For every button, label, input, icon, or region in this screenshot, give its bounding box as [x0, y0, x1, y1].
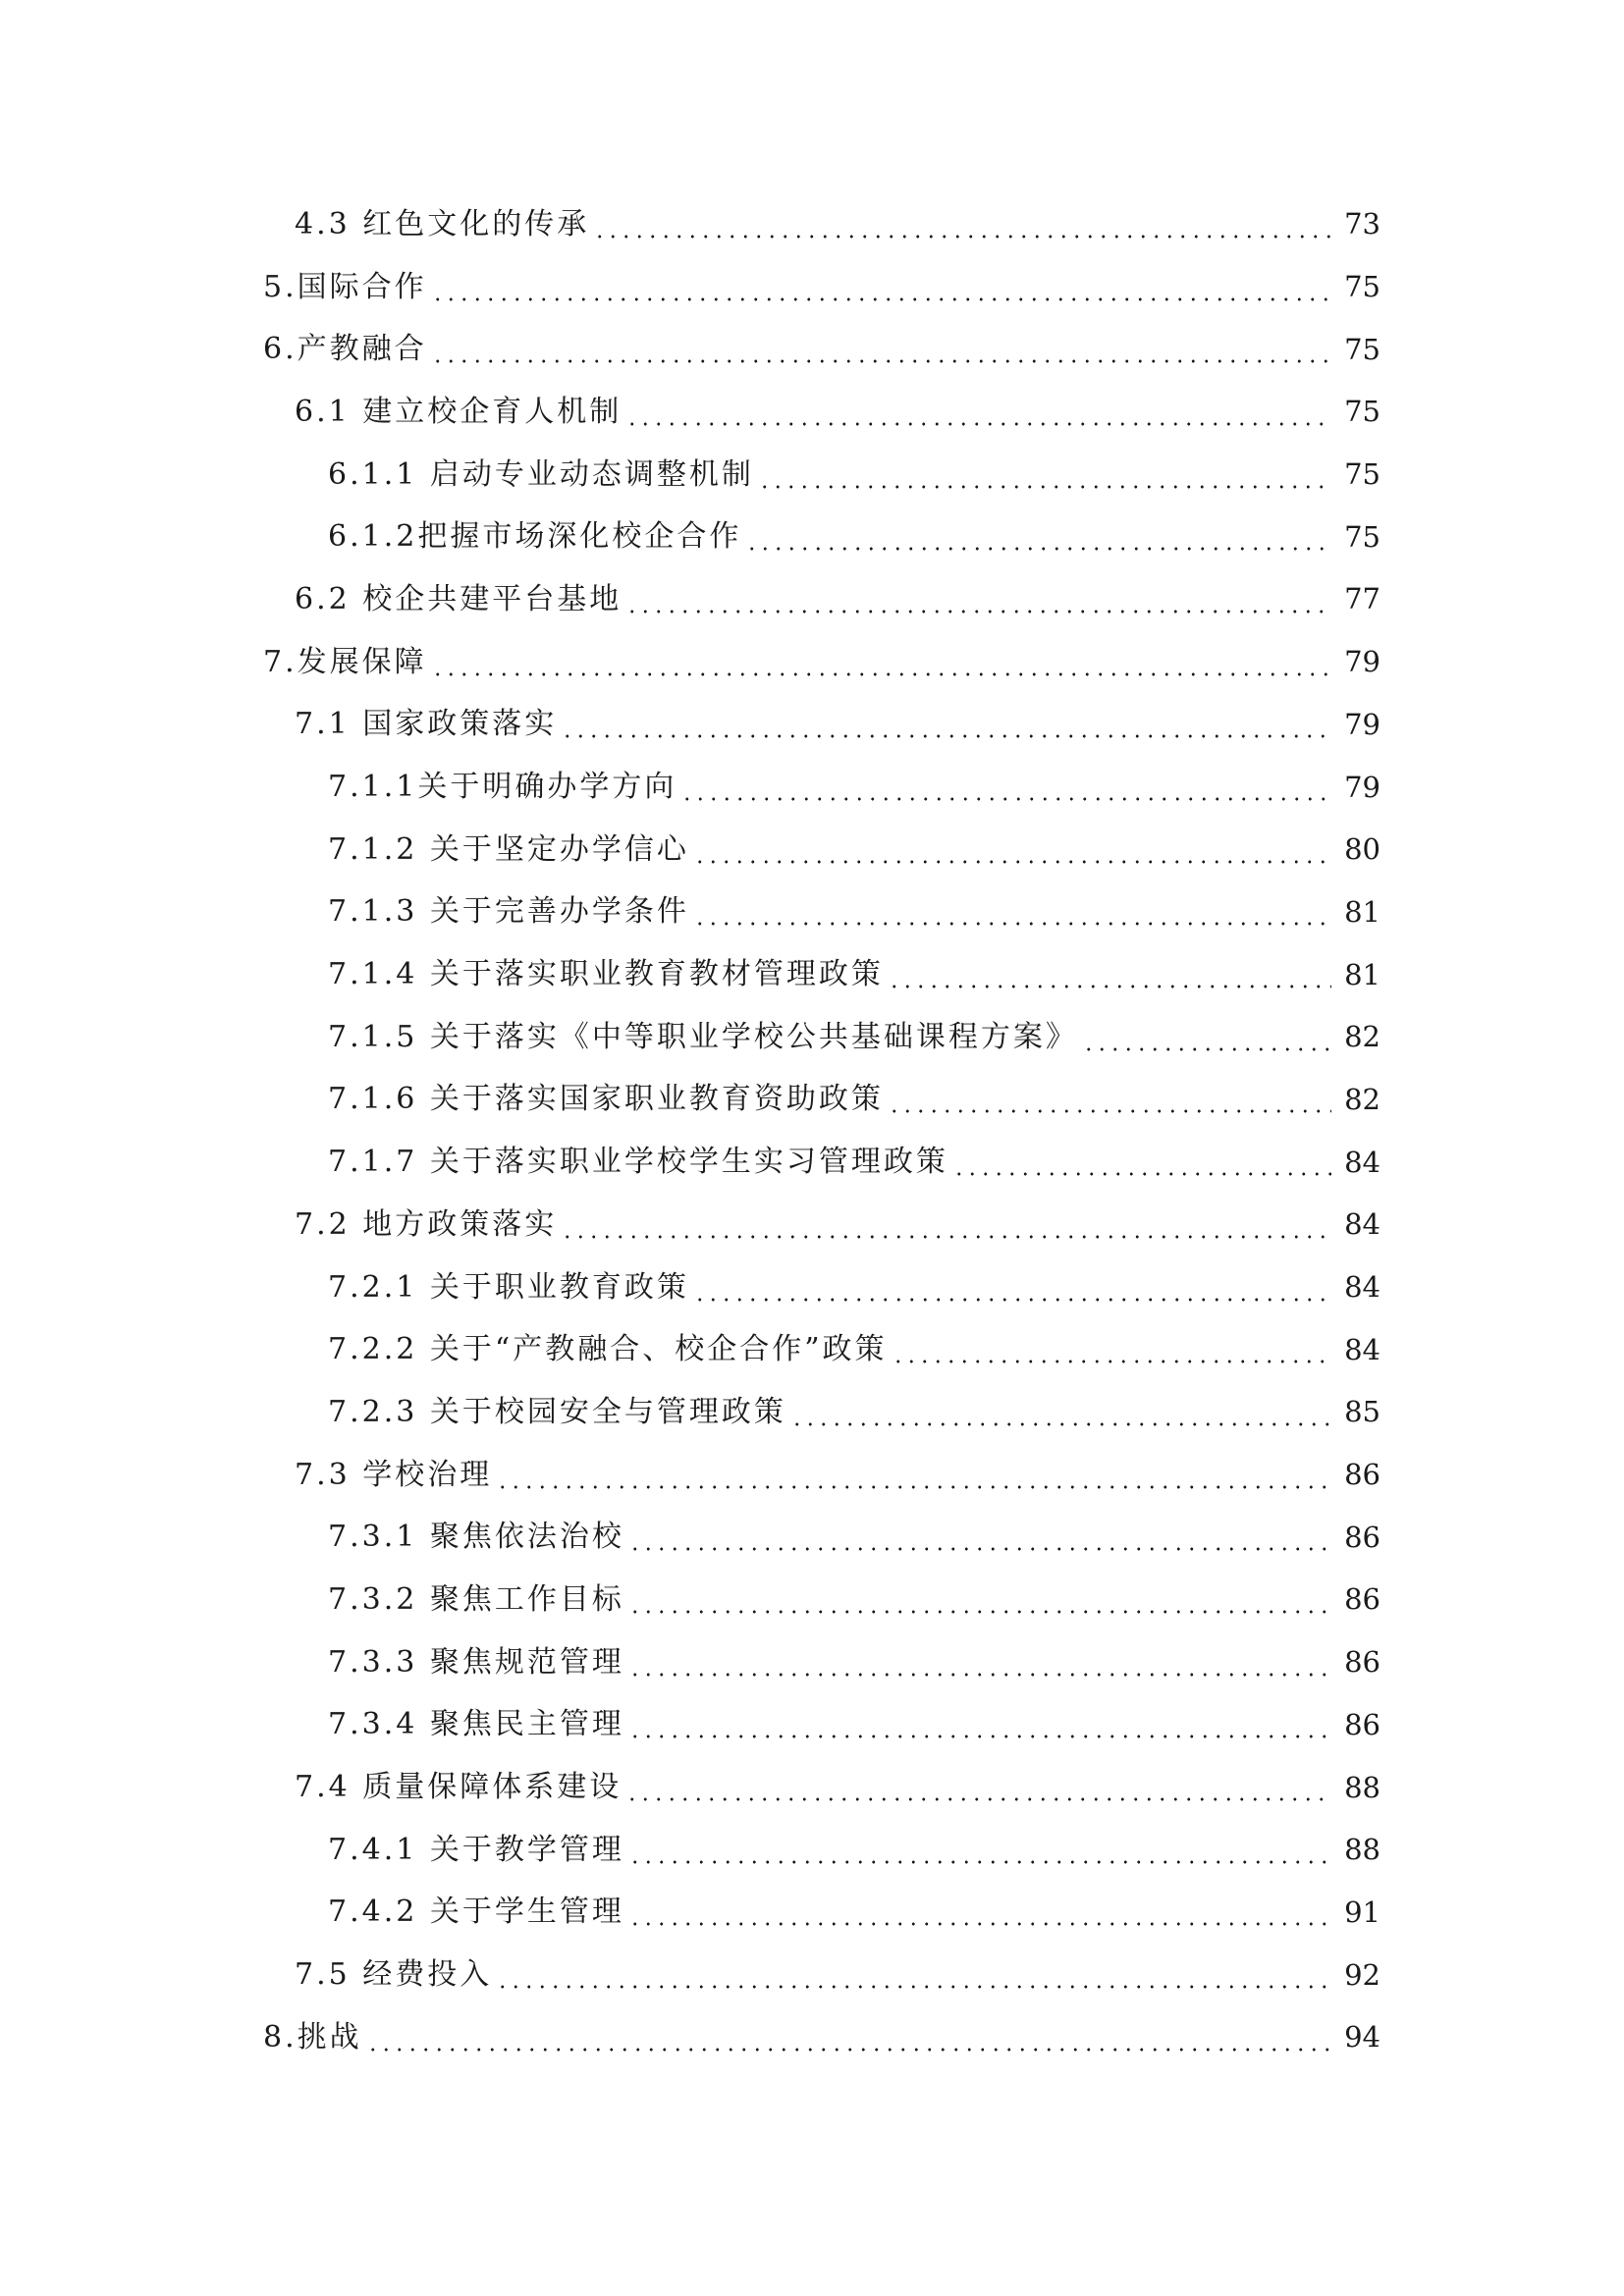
dot-leader [496, 1960, 1331, 1990]
dot-leader [628, 1585, 1331, 1615]
toc-entry-title: 7.1.7 关于落实职业学校学生实习管理政策 [328, 1145, 948, 1180]
toc-entry[interactable] [0, 756, 1624, 819]
toc-entry-title: 7.3.3 聚焦规范管理 [328, 1644, 624, 1680]
dot-leader [628, 1710, 1331, 1739]
dot-leader [625, 398, 1331, 427]
dot-leader [693, 1273, 1331, 1303]
toc-entry[interactable] [0, 1381, 1624, 1444]
toc-page-number: 75 [1344, 332, 1380, 366]
toc-page-number: 82 [1344, 1020, 1380, 1054]
dot-leader [888, 960, 1331, 989]
toc-entry[interactable] [0, 318, 1624, 381]
toc-entry[interactable] [0, 1069, 1624, 1132]
toc-page-number: 79 [1344, 770, 1380, 804]
toc-entry-title: 5.国际合作 [263, 269, 427, 304]
toc-entry-title: 6.2 校企共建平台基地 [295, 581, 623, 616]
toc-page-number: 84 [1344, 1270, 1380, 1305]
toc-entry[interactable] [0, 1756, 1624, 1819]
toc-entry[interactable] [0, 1694, 1624, 1757]
toc-entry-title: 6.产教融合 [263, 332, 427, 367]
toc-entry-title: 7.发展保障 [263, 644, 427, 679]
dot-leader [366, 2023, 1331, 2053]
toc-entry[interactable] [0, 943, 1624, 1006]
toc-entry-title: 7.4.1 关于教学管理 [328, 1832, 624, 1867]
dot-leader [693, 835, 1331, 865]
toc-entry[interactable] [0, 193, 1624, 256]
toc-entry-title: 7.3.4 聚焦民主管理 [328, 1707, 624, 1742]
toc-page-number: 80 [1344, 832, 1380, 867]
dot-leader [561, 710, 1331, 739]
toc-entry[interactable] [0, 1256, 1624, 1319]
toc-entry-title: 7.3.2 聚焦工作目标 [328, 1581, 624, 1617]
toc-entry[interactable] [0, 694, 1624, 757]
toc-entry[interactable] [0, 568, 1624, 631]
toc-entry[interactable] [0, 631, 1624, 694]
toc-entry[interactable] [0, 819, 1624, 881]
toc-entry-title: 7.1.2 关于坚定办学信心 [328, 831, 689, 867]
toc-entry-title: 4.3 红色文化的传承 [295, 206, 590, 241]
dot-leader [561, 1210, 1331, 1240]
dot-leader [892, 1335, 1331, 1364]
toc-page-number: 86 [1344, 1520, 1380, 1554]
toc-entry[interactable] [0, 256, 1624, 319]
toc-entry-title: 7.2 地方政策落实 [295, 1206, 558, 1242]
toc-page-number: 81 [1344, 894, 1380, 929]
toc-page-number: 86 [1344, 1707, 1380, 1741]
toc-entry[interactable] [0, 881, 1624, 944]
toc-entry-title: 6.1.2把握市场深化校企合作 [328, 519, 742, 555]
toc-entry[interactable] [0, 506, 1624, 568]
dot-leader [625, 585, 1331, 614]
dot-leader [693, 897, 1331, 927]
toc-entry[interactable] [0, 1194, 1624, 1256]
dot-leader [593, 210, 1331, 240]
dot-leader [628, 1836, 1331, 1865]
toc-page-number: 88 [1344, 1833, 1380, 1867]
toc-page-number: 81 [1344, 957, 1380, 991]
toc-entry[interactable] [0, 1631, 1624, 1694]
toc-page-number: 86 [1344, 1645, 1380, 1680]
dot-leader [758, 460, 1331, 490]
toc-entry[interactable] [0, 1506, 1624, 1569]
toc-entry-title: 7.4.2 关于学生管理 [328, 1895, 624, 1930]
dot-leader [431, 273, 1331, 302]
toc-entry-title: 6.1.1 启动专业动态调整机制 [328, 456, 754, 492]
toc-page-number: 75 [1344, 270, 1380, 304]
dot-leader [745, 522, 1331, 552]
toc-entry[interactable] [0, 1944, 1624, 2006]
toc-page-number: 92 [1344, 1957, 1380, 1992]
dot-leader [952, 1148, 1331, 1177]
dot-leader [496, 1461, 1331, 1490]
toc-entry[interactable] [0, 1006, 1624, 1069]
toc-entry-title: 7.4 质量保障体系建设 [295, 1770, 623, 1805]
toc-entry[interactable] [0, 1444, 1624, 1507]
toc-entry-title: 7.1.4 关于落实职业教育教材管理政策 [328, 957, 884, 992]
toc-entry[interactable] [0, 1131, 1624, 1194]
toc-page-number: 88 [1344, 1770, 1380, 1804]
table-of-contents [0, 193, 1624, 2069]
toc-page-number: 86 [1344, 1458, 1380, 1492]
toc-page-number: 86 [1344, 1582, 1380, 1617]
toc-entry-title: 7.2.2 关于“产教融合、校企合作”政策 [328, 1332, 888, 1367]
toc-entry[interactable] [0, 1318, 1624, 1381]
toc-entry-title: 6.1 建立校企育人机制 [295, 394, 623, 429]
toc-page-number: 75 [1344, 457, 1380, 492]
toc-page-number: 75 [1344, 395, 1380, 429]
toc-entry-title: 7.3 学校治理 [295, 1457, 493, 1492]
toc-page-number: 94 [1344, 2020, 1380, 2055]
toc-entry[interactable] [0, 1819, 1624, 1882]
toc-entry-title: 7.2.1 关于职业教育政策 [328, 1269, 689, 1305]
toc-entry-title: 7.1.6 关于落实国家职业教育资助政策 [328, 1082, 884, 1117]
toc-page-number: 79 [1344, 707, 1380, 741]
toc-page-number: 84 [1344, 1332, 1380, 1366]
dot-leader [628, 1522, 1331, 1552]
dot-leader [790, 1398, 1331, 1427]
toc-page-number: 73 [1344, 207, 1380, 241]
toc-entry-title: 7.3.1 聚焦依法治校 [328, 1520, 624, 1555]
toc-entry[interactable] [0, 444, 1624, 507]
toc-entry-title: 8.挑战 [263, 2019, 362, 2055]
toc-page-number: 91 [1344, 1895, 1380, 1929]
toc-entry[interactable] [0, 1882, 1624, 1945]
toc-page-number: 79 [1344, 645, 1380, 679]
toc-entry[interactable] [0, 1569, 1624, 1631]
toc-entry-title: 7.1.3 关于完善办学条件 [328, 894, 689, 930]
dot-leader [431, 335, 1331, 364]
dot-leader [628, 1897, 1331, 1927]
dot-leader [680, 773, 1331, 802]
toc-entry-title: 7.1.1关于明确办学方向 [328, 770, 677, 805]
dot-leader [625, 1773, 1331, 1802]
toc-page-number: 77 [1344, 582, 1380, 616]
toc-page-number: 82 [1344, 1082, 1380, 1116]
toc-entry-title: 7.1 国家政策落实 [295, 707, 558, 742]
toc-page-number: 85 [1344, 1395, 1380, 1429]
toc-entry[interactable] [0, 2006, 1624, 2069]
toc-entry-title: 7.5 经费投入 [295, 1957, 493, 1993]
toc-entry-title: 7.2.3 关于校园安全与管理政策 [328, 1394, 786, 1429]
toc-page-number: 84 [1344, 1145, 1380, 1179]
toc-page-number: 75 [1344, 519, 1380, 554]
dot-leader [1082, 1023, 1331, 1052]
dot-leader [431, 648, 1331, 677]
dot-leader [628, 1648, 1331, 1678]
dot-leader [888, 1085, 1331, 1114]
toc-entry[interactable] [0, 381, 1624, 444]
toc-page-number: 84 [1344, 1207, 1380, 1242]
toc-entry-title: 7.1.5 关于落实《中等职业学校公共基础课程方案》 [328, 1019, 1078, 1054]
